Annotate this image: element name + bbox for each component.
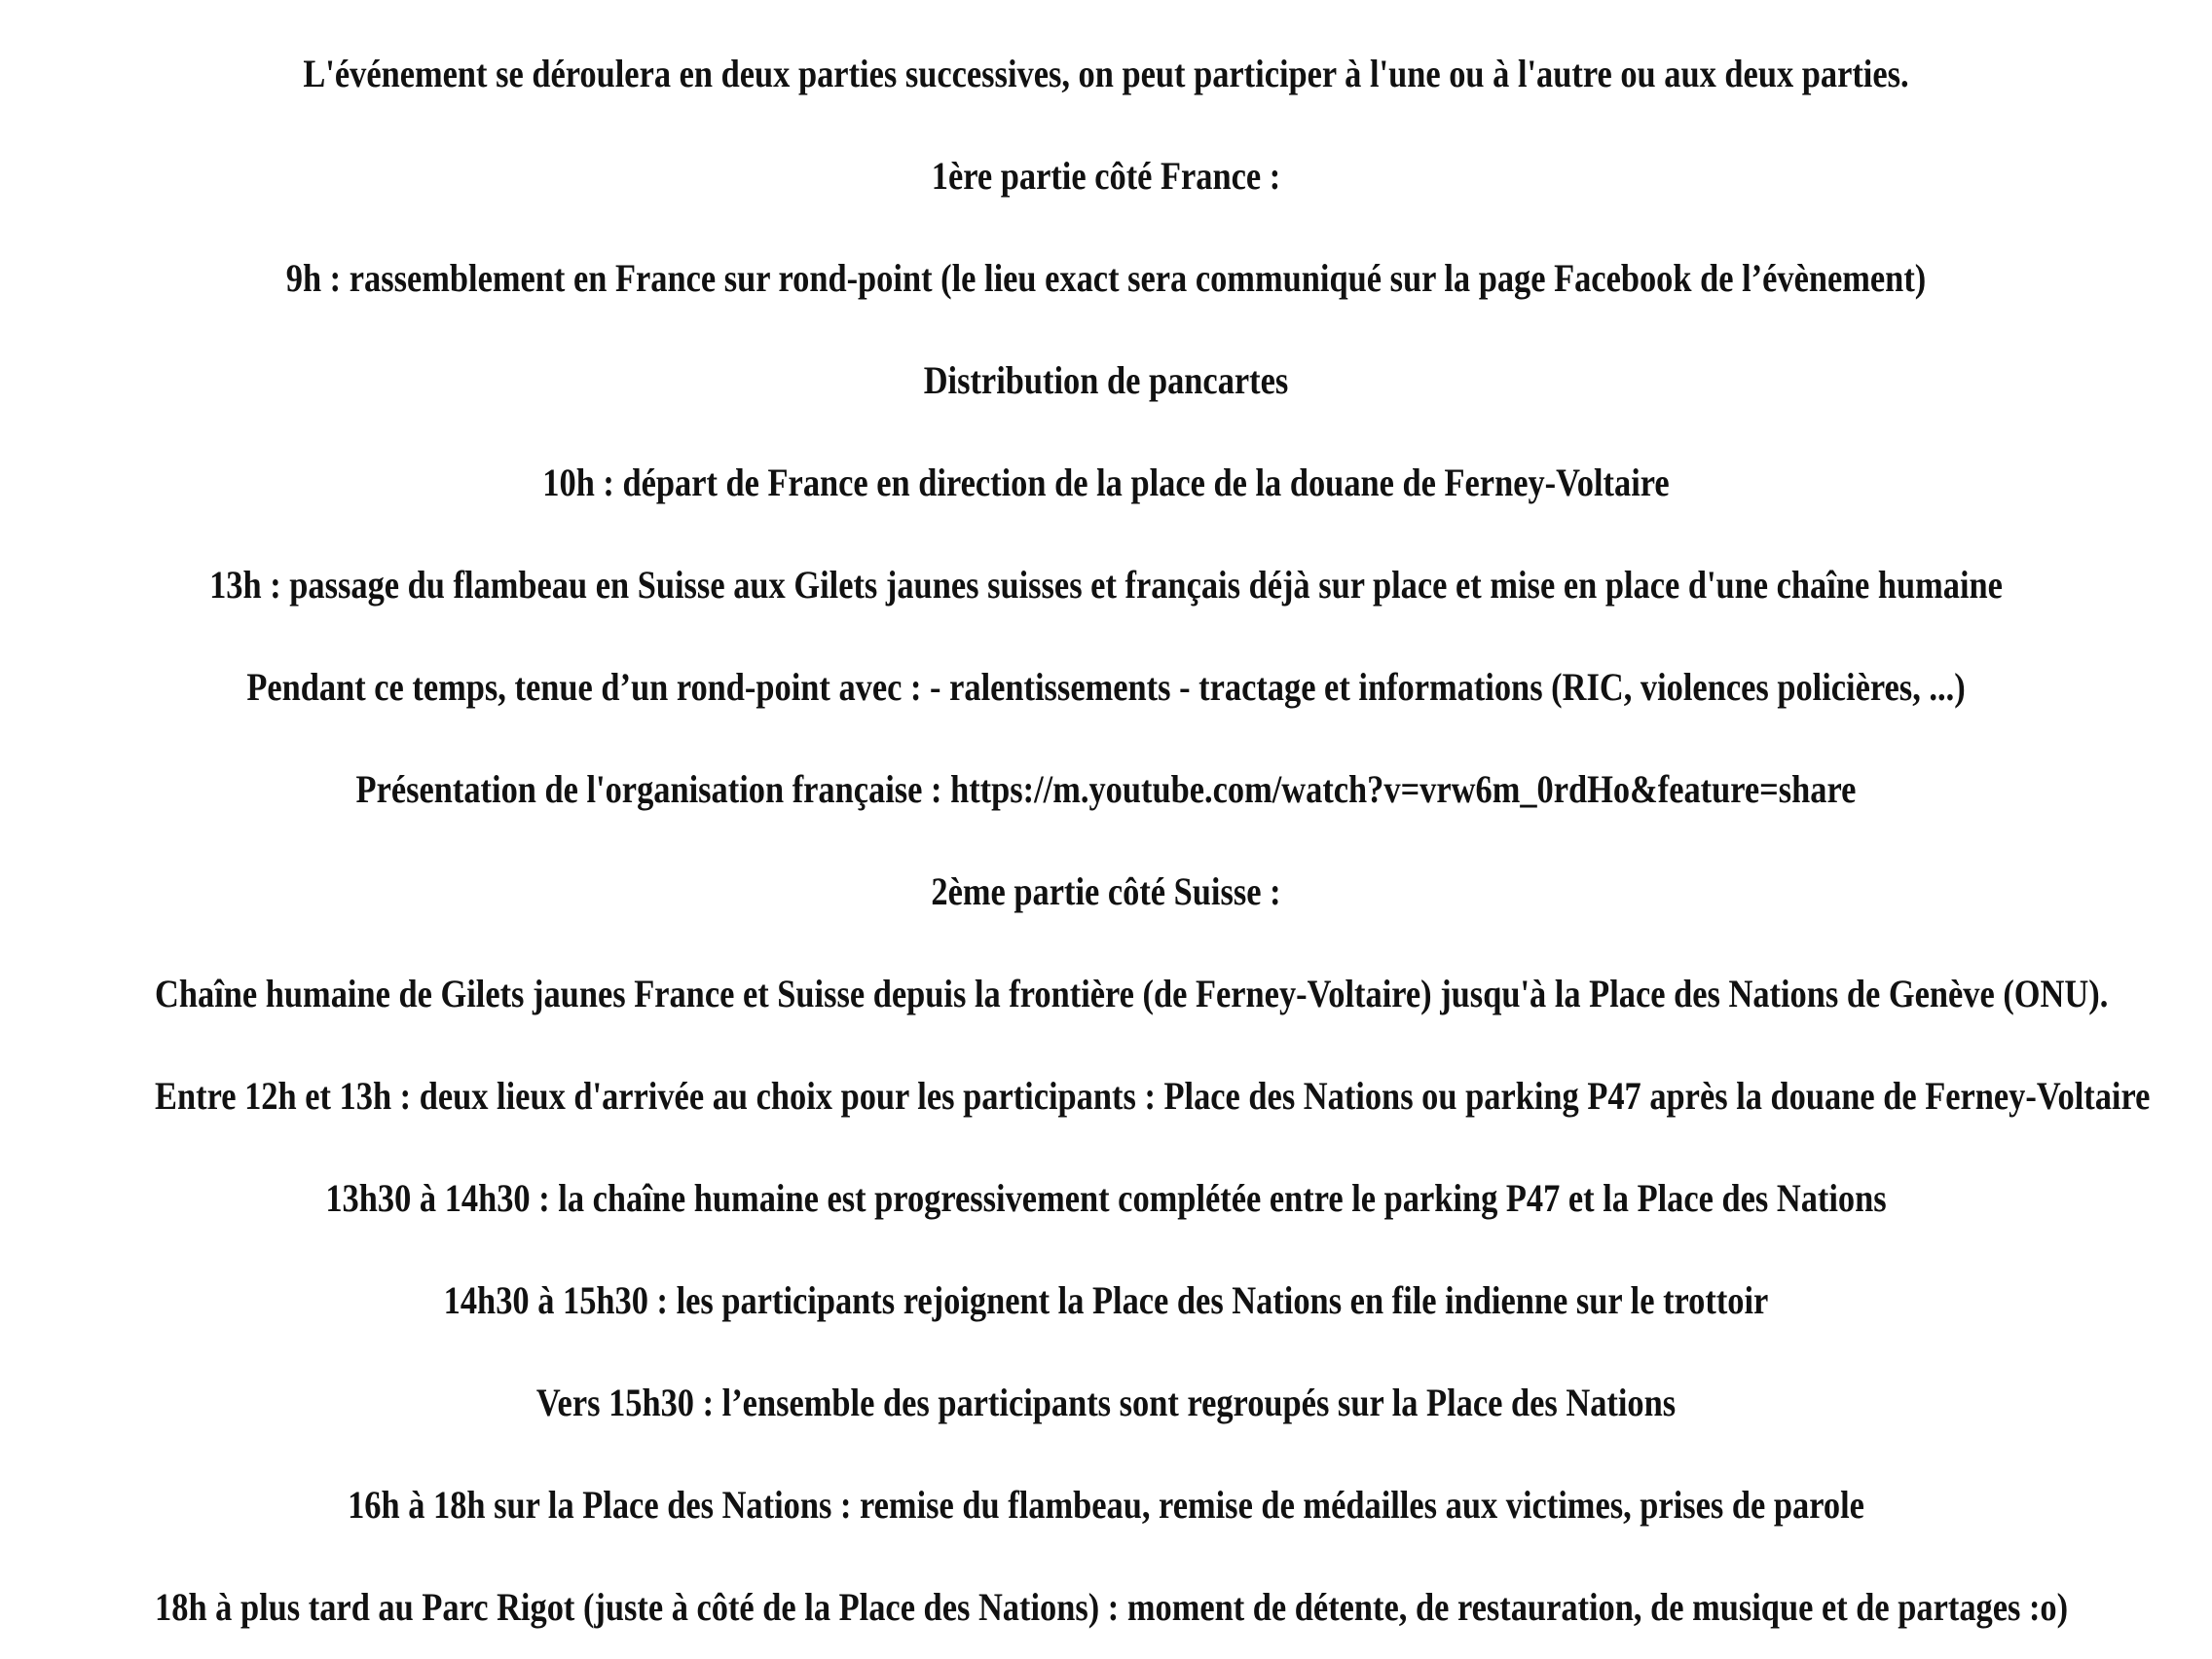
presentation-line: Présentation de l'organisation française : https://m.youtube.com/watch?v=vrw6m_0rdHo&feature=share [355,767,1857,811]
part-two-heading: 2ème partie côté Suisse : [931,869,1281,913]
schedule-10h-line: 10h : départ de France en direction de la place de la douane de Ferney-Voltaire [542,461,1670,504]
schedule-13h-line: 13h : passage du flambeau en Suisse aux Gilets jaunes suisses et français déjà sur place et mise en place d'une chaîne humaine [209,563,2003,607]
part-one-heading: 1ère partie côté France : [931,154,1281,198]
schedule-18h-line: 18h à plus tard au Parc Rigot (juste à côté de la Place des Nations) : moment de détente, de restauration, de musique et de partages :o) [155,1585,2069,1629]
schedule-15h30-line: Vers 15h30 : l’ensemble des participants sont regroupés sur la Place des Nations [535,1381,1677,1424]
distribution-line: Distribution de pancartes [923,358,1289,402]
human-chain-line: Chaîne humaine de Gilets jaunes France et Suisse depuis la frontière (de Ferney-Voltaire) jusqu'à la Place des Nations de Genève (ONU). [155,972,2109,1015]
schedule-12h-13h-line: Entre 12h et 13h : deux lieux d'arrivée au choix pour les participants : Place des Nations ou parking P47 après la douane de Ferney-Voltaire [155,1074,2151,1118]
schedule-9h-line: 9h : rassemblement en France sur rond-point (le lieu exact sera communiqué sur la page Facebook de l’évènement) [285,256,1927,300]
schedule-16h-18h-line: 16h à 18h sur la Place des Nations : remise du flambeau, remise de médailles aux victimes, prises de parole [348,1483,1864,1527]
intro-line: L'événement se déroulera en deux parties successives, on peut participer à l'une ou à l'autre ou aux deux parties. [303,52,1909,95]
meanwhile-line: Pendant ce temps, tenue d’un rond-point avec : - ralentissements - tractage et informations (RIC, violences policières, ...) [246,665,1966,709]
schedule-13h30-14h30-line: 13h30 à 14h30 : la chaîne humaine est progressivement complétée entre le parking P47 et la Place des Nations [325,1176,1887,1220]
schedule-14h30-15h30-line: 14h30 à 15h30 : les participants rejoignent la Place des Nations en file indienne sur le trottoir [443,1278,1769,1322]
